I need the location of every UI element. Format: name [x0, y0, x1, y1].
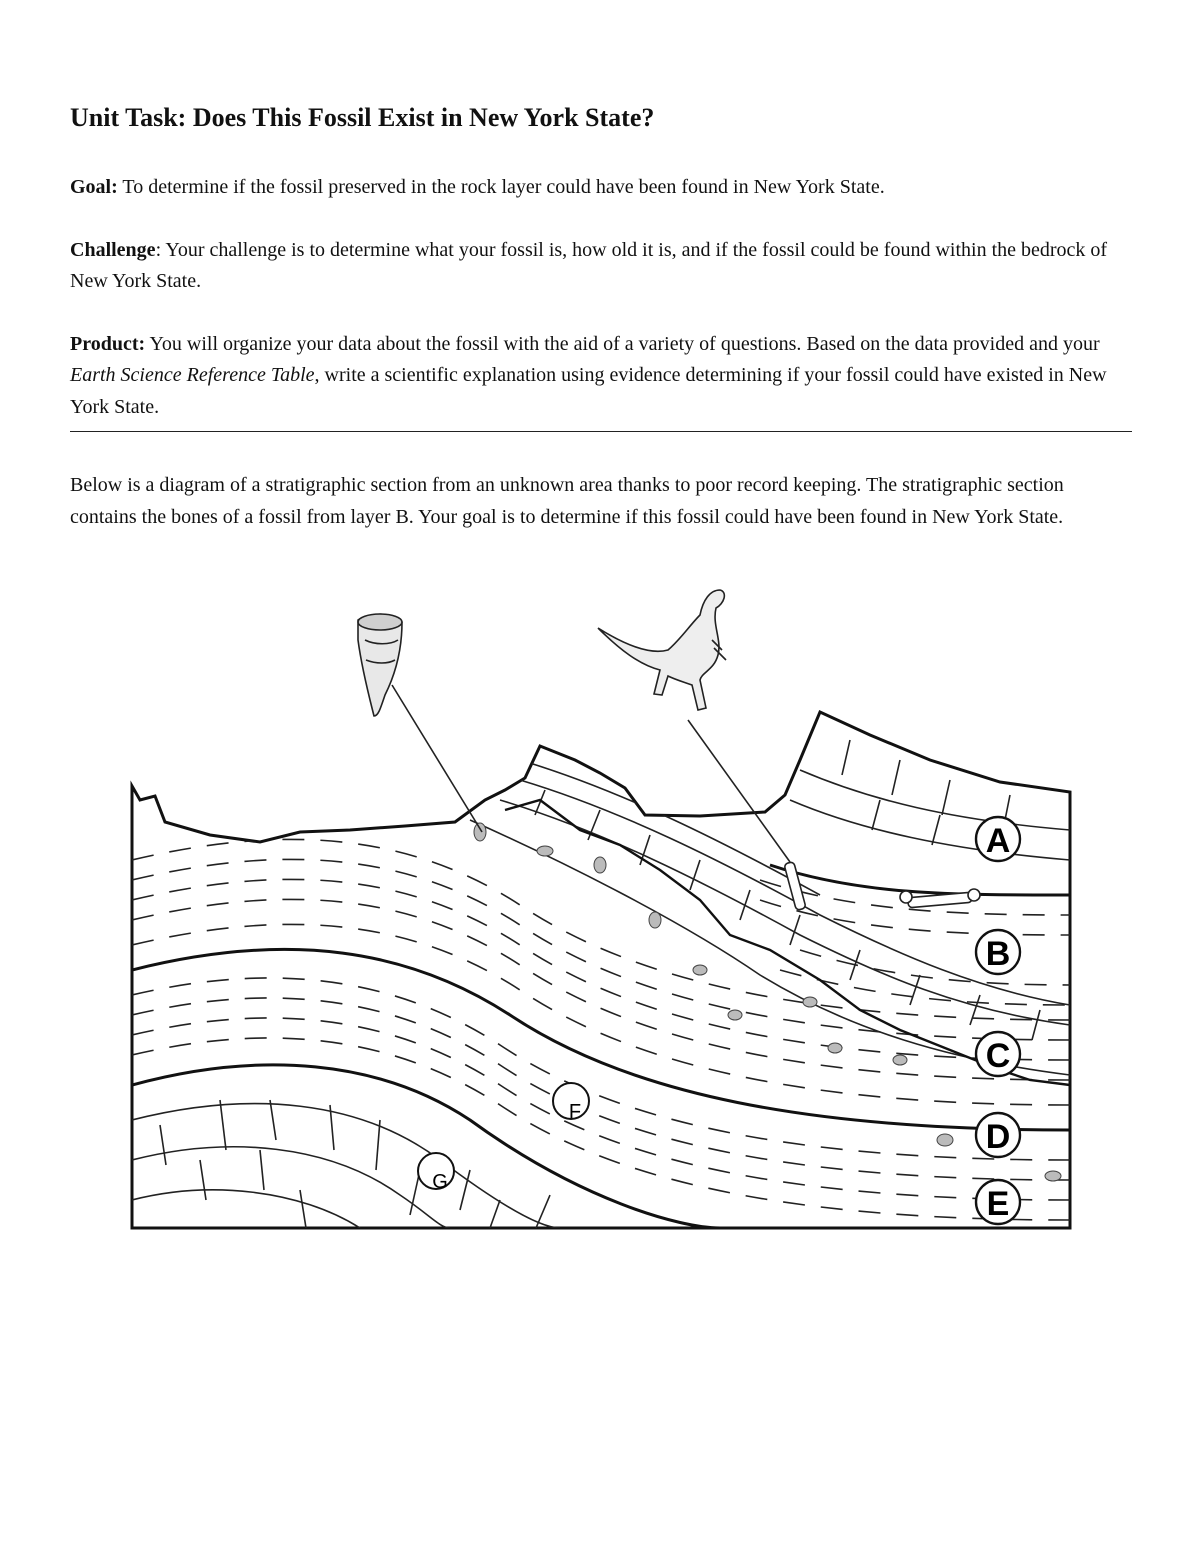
horn-coral-icon: [358, 614, 402, 716]
layer-label-c: [976, 1032, 1020, 1076]
goal-text: To determine if the fossil preserved in the rock layer could have been found in New York State.: [117, 176, 885, 198]
reference-table-title: Earth Science Reference Table: [70, 364, 315, 386]
product-label: Product:: [70, 332, 146, 355]
page-title: Unit Task: Does This Fossil Exist in New York State?: [70, 103, 655, 132]
stratigraphic-diagram: [128, 578, 1074, 1233]
goal-label: Goal:: [70, 176, 118, 198]
layer-label-d-text: D: [985, 1118, 1011, 1156]
product-text-before: You will organize your data about the fossil with the aid of a variety of questions. Based on the data provided and your: [145, 332, 1100, 355]
challenge-text: : Your challenge is to determine what your fossil is, how old it is, and if the fossil could be found within the bedrock of New York State.: [70, 238, 1108, 292]
challenge-label: Challenge: [70, 238, 156, 261]
horn-coral-pointer: [392, 685, 482, 832]
layer-label-e-text: E: [986, 1185, 1010, 1223]
section-divider: [70, 431, 1132, 432]
layer-label-a-text: A: [985, 822, 1011, 860]
product-paragraph: [70, 329, 1130, 424]
stratigraphic-section-svg: [128, 578, 1074, 1233]
goal-paragraph: [70, 172, 1130, 204]
layer-label-b-text: B: [985, 935, 1011, 973]
layer-label-d: [976, 1113, 1020, 1157]
layer-label-e: [976, 1180, 1020, 1224]
intro-paragraph: Below is a diagram of a stratigraphic section from an unknown area thanks to poor record keeping. The stratigraphic section contains the bones of a fossil from layer B. Your goal is to determine if this fossil could have been found in New York State.: [70, 474, 1064, 528]
layer-label-f-text: F: [568, 1101, 582, 1123]
layer-label-b: [976, 930, 1020, 974]
challenge-paragraph: [70, 235, 1130, 298]
product-text-after: , write a scientific explanation using evidence determining if your fossil could have existed in New York State.: [70, 364, 1107, 418]
layer-label-g-text: G: [432, 1171, 448, 1193]
layer-label-a: [976, 817, 1020, 861]
dinosaur-icon: [598, 590, 726, 710]
section-outline: [132, 712, 1070, 1228]
worksheet: [70, 100, 1130, 533]
layer-label-c-text: C: [985, 1037, 1011, 1075]
